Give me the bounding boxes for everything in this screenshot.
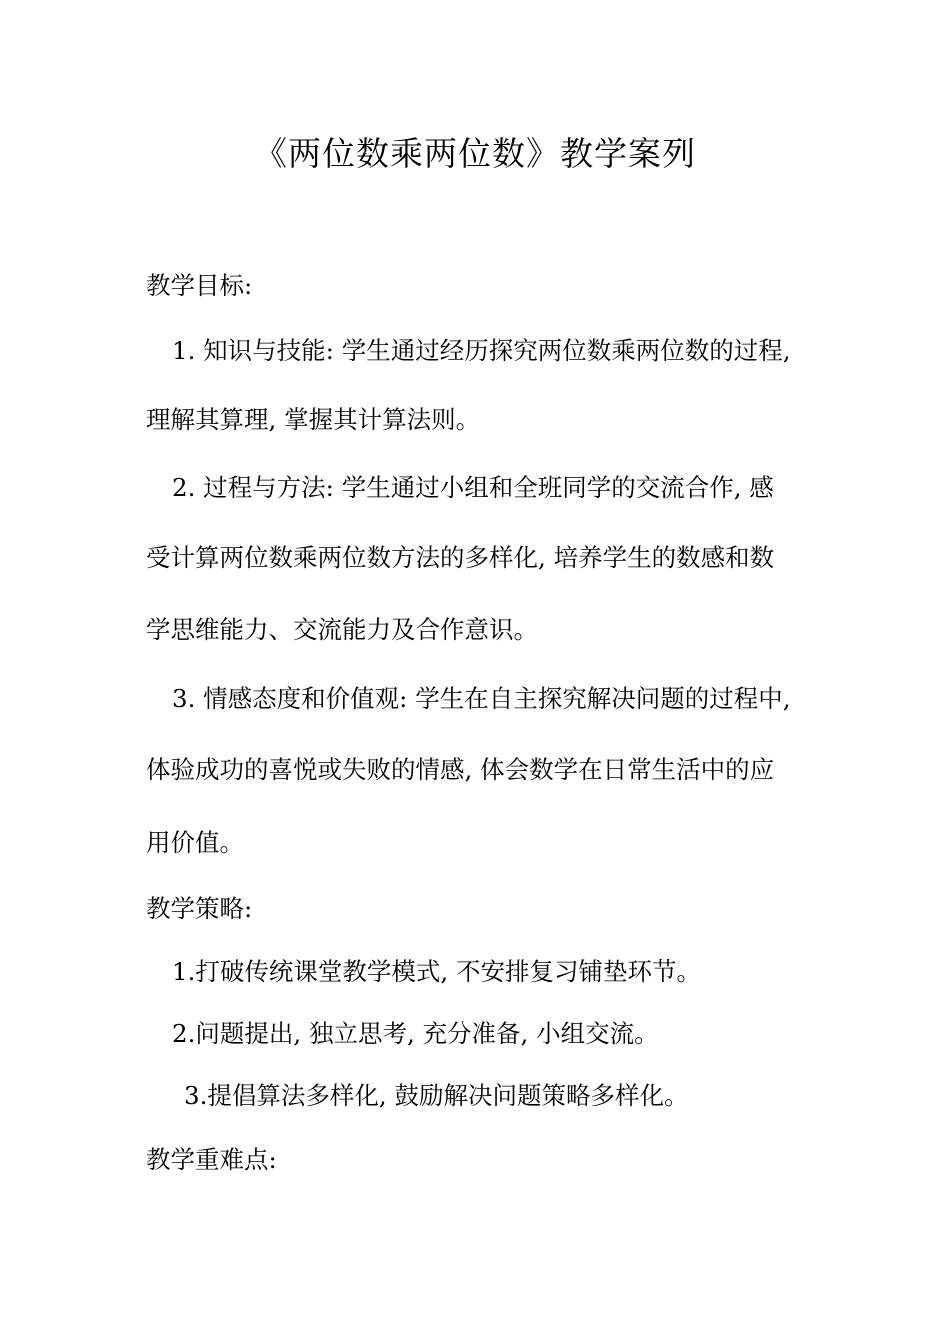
- document-title: 《两位数乘两位数》教学案列: [254, 134, 696, 173]
- strategy-item-1: 1.打破传统课堂教学模式, 不安排复习铺垫环节。: [172, 957, 701, 986]
- goal-1-line-2: 理解其算理, 掌握其计算法则。: [146, 405, 481, 434]
- goal-3-line-1: 3. 情感态度和价值观: 学生在自主探究解决问题的过程中,: [172, 684, 791, 713]
- strategy-item-2: 2.问题提出, 独立思考, 充分准备, 小组交流。: [172, 1019, 659, 1048]
- goal-3-line-3: 用价值。: [146, 828, 244, 857]
- goal-3-line-2: 体验成功的喜悦或失败的情感, 体会数学在日常生活中的应: [146, 755, 775, 784]
- goal-2-line-3: 学思维能力、交流能力及合作意识。: [146, 615, 538, 644]
- section-heading-goals: 教学目标:: [146, 271, 253, 300]
- section-heading-strategy: 教学策略:: [146, 894, 253, 923]
- section-heading-key-points: 教学重难点:: [146, 1145, 277, 1174]
- strategy-item-3: 3.提倡算法多样化, 鼓励解决问题策略多样化。: [184, 1081, 689, 1110]
- goal-2-line-1: 2. 过程与方法: 学生通过小组和全班同学的交流合作, 感: [172, 473, 774, 502]
- goal-2-line-2: 受计算两位数乘两位数方法的多样化, 培养学生的数感和数: [146, 543, 775, 572]
- goal-1-line-1: 1. 知识与技能: 学生通过经历探究两位数乘两位数的过程,: [172, 336, 791, 365]
